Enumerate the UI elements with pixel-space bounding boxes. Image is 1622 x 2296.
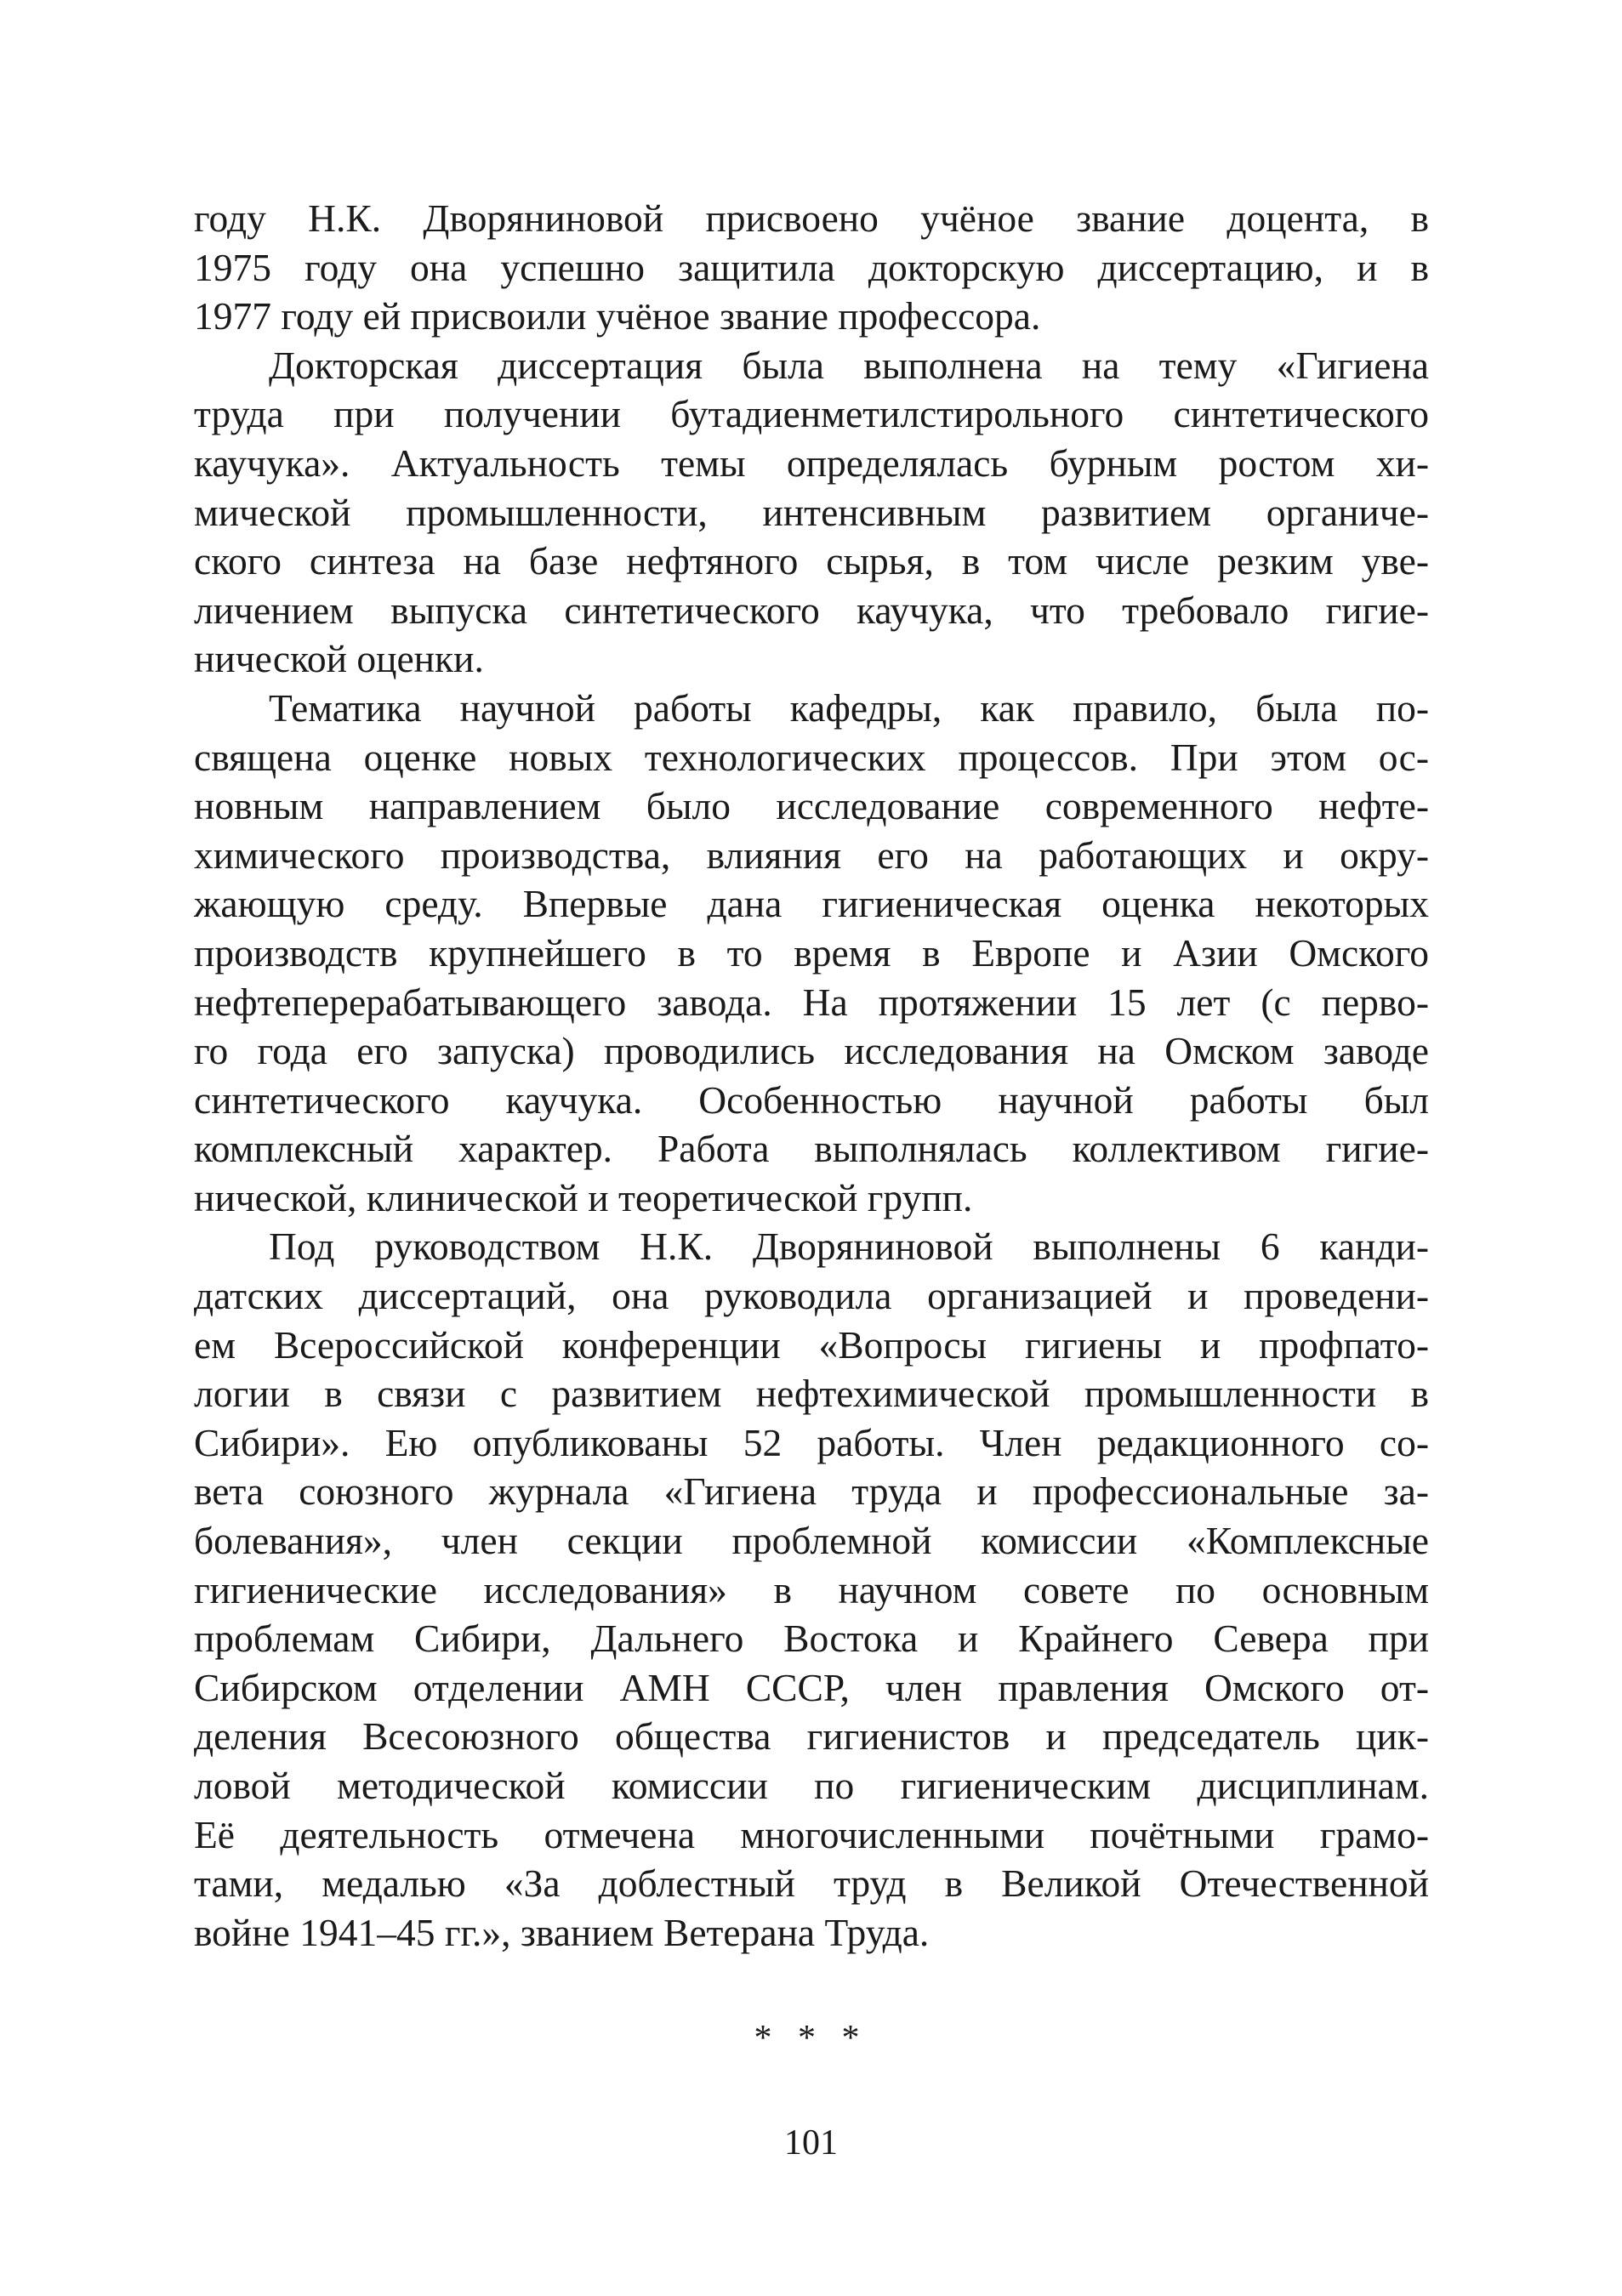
text-line: проблемам Сибири, Дальнего Востока и Крайнего Севера при [194,1617,1429,1661]
text-line: жающую среду. Впервые дана гигиеническая оценка некоторых [194,882,1429,926]
text-line: Её деятельность отмечена многочисленными почётными грамо- [194,1812,1429,1856]
text-line: датских диссертаций, она руководила организацией и проведени- [194,1274,1429,1318]
text-line: Под руководством Н.К. Дворяниновой выполнены 6 канди- [269,1225,1429,1269]
text-line: болевания», член секции проблемной комиссии «Комплексные [194,1519,1429,1563]
text-line: комплексный характер. Работа выполнялась коллективом гигие- [194,1127,1429,1171]
text-line: логии в связи с развитием нефтехимической промышленности в [194,1372,1429,1416]
text-line: году Н.К. Дворяниновой присвоено учёное звание доцента, в [194,196,1429,240]
text-line: ского синтеза на базе нефтяного сырья, в том числе резким уве- [194,539,1429,583]
text-line: Докторская диссертация была выполнена на тему «Гигиена [269,343,1429,387]
text-line: вета союзного журнала «Гигиена труда и профессиональные за- [194,1469,1429,1514]
text-line: каучука». Актуальность темы определялась бурным ростом хи- [194,440,1429,485]
text-line: деления Всесоюзного общества гигиенистов и председатель цик- [194,1714,1429,1759]
text-line: войне 1941–45 гг.», званием Ветерана Труда. [194,1910,930,1954]
text-line: Тематика научной работы кафедры, как правило, была по- [269,685,1429,730]
text-line: нической оценки. [194,637,484,681]
text-line: 1975 году она успешно защитила докторскую диссертацию, и в [194,245,1429,289]
text-line: тами, медалью «За доблестный труд в Великой Отечественной [194,1861,1429,1906]
text-line: синтетического каучука. Особенностью научной работы был [194,1077,1429,1122]
text-line: Сибирском отделении АМН СССР, член правления Омского от- [194,1665,1429,1709]
text-line: труда при получении бутадиенметилстирольного синтетического [194,392,1429,436]
text-line: ем Всероссийской конференции «Вопросы гигиены и профпато- [194,1322,1429,1367]
text-line: го года его запуска) проводились исследования на Омском заводе [194,1029,1429,1073]
text-line: мической промышленности, интенсивным развитием органиче- [194,490,1429,534]
text-line: нической, клинической и теоретической групп. [194,1175,973,1219]
text-line: 1977 году ей присвоили учёное звание профессора. [194,294,1041,338]
section-separator: * * * [754,2019,868,2058]
body-text [194,194,1429,1957]
text-line: священа оценке новых технологических процессов. При этом ос- [194,735,1429,779]
text-line: нефтеперерабатывающего завода. На протяжении 15 лет (с перво- [194,980,1429,1024]
text-line: производств крупнейшего в то время в Европе и Азии Омского [194,930,1429,975]
text-line: гигиенические исследования» в научном совете по основным [194,1567,1429,1611]
text-line: Сибири». Ею опубликованы 52 работы. Член редакционного со- [194,1420,1429,1464]
text-line: новным направлением было исследование современного нефте- [194,784,1429,828]
text-line: личением выпуска синтетического каучука, что требовало гигие- [194,588,1429,632]
text-line: химического производства, влияния его на работающих и окру- [194,833,1429,877]
text-line: ловой методической комиссии по гигиеническим дисциплинам. [194,1764,1429,1807]
page-number: 101 [784,2123,838,2162]
